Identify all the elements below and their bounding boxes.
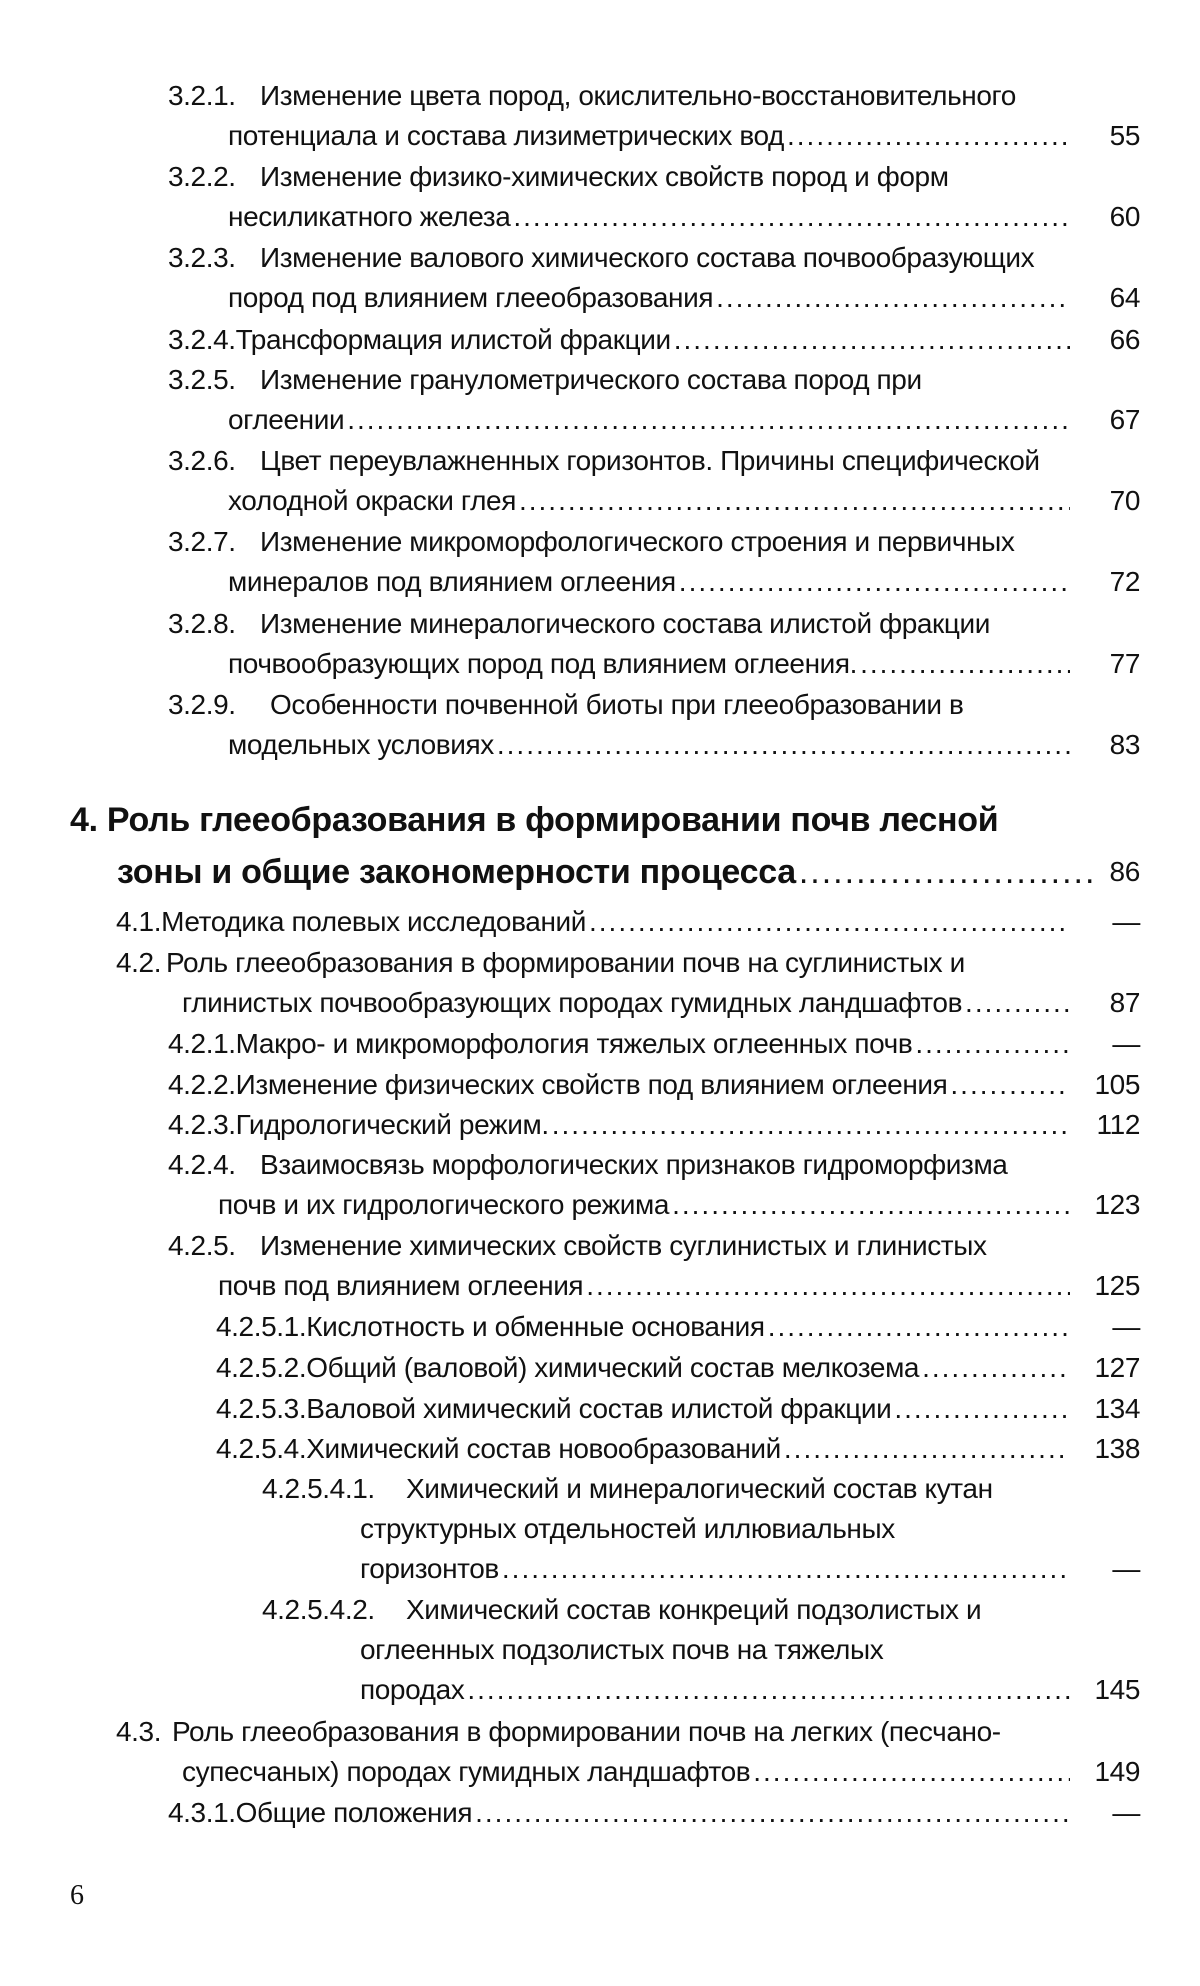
toc-entry-line <box>168 278 1070 318</box>
toc-entry-line <box>168 604 1140 644</box>
toc-entry-text: Изменение химических свойств суглинистых и глинистых <box>260 1230 987 1261</box>
toc-entry-line <box>168 522 1140 562</box>
leader-dots <box>674 320 1070 360</box>
toc-entry-page-number: 72 <box>1109 566 1140 597</box>
toc-entry <box>168 1793 1140 1833</box>
toc-entry-page-number: — <box>1112 1553 1140 1584</box>
toc-entry <box>116 1712 1140 1792</box>
toc-entry-line <box>168 1105 1070 1145</box>
toc-entry-page-number: 134 <box>1094 1393 1140 1424</box>
toc-entry-page-number: 145 <box>1094 1674 1140 1705</box>
toc-entry-page-number: 66 <box>1109 324 1140 355</box>
toc-entry-line <box>262 1549 1070 1589</box>
toc-entry-text: Изменение цвета пород, окислительно-восстановительного <box>260 80 1016 111</box>
toc-entry-line <box>168 320 1070 360</box>
toc-entry-number: 3.2.7. <box>168 526 236 557</box>
leader-dots <box>679 562 1070 602</box>
toc-entry-line <box>168 685 1140 725</box>
toc-entry-page-number: 138 <box>1094 1433 1140 1464</box>
chapter-page-number: 86 <box>1109 856 1140 887</box>
toc-entry-line <box>168 725 1070 765</box>
toc-entry-number: 3.2.4. <box>168 324 236 355</box>
chapter-4-heading <box>70 794 1140 898</box>
toc-entry <box>216 1348 1140 1388</box>
toc-entry-line <box>168 197 1070 237</box>
leader-dots <box>753 1752 1070 1792</box>
toc-entry-number: 3.2.8. <box>168 608 236 639</box>
toc-entry-line <box>168 76 1140 116</box>
leader-dots <box>475 1793 1070 1833</box>
toc-entry-line <box>168 360 1140 400</box>
chapter-title-text-2: зоны и общие закономерности процесса <box>117 853 796 891</box>
toc-entry-line <box>168 562 1070 602</box>
toc-entry-number: 3.2.6. <box>168 445 236 476</box>
toc-entry-number: 4.2.5.2. <box>216 1352 307 1383</box>
leader-dots <box>922 1348 1070 1388</box>
toc-entry-text: потенциала и состава лизиметрических вод <box>228 120 784 151</box>
toc-entry <box>116 943 1140 1023</box>
toc-entry <box>168 1226 1140 1306</box>
toc-entry-text: Общий (валовой) химический состав мелкозема <box>306 1352 920 1383</box>
toc-entry-page-number: 67 <box>1109 404 1140 435</box>
toc-entry-line <box>262 1670 1070 1710</box>
toc-entry-text: Изменение физических свойств под влиянием оглеения <box>235 1069 948 1100</box>
toc-entry-text: холодной окраски глея <box>228 485 516 516</box>
toc-entry-page-number: 55 <box>1109 120 1140 151</box>
toc-entry-line <box>168 1226 1140 1266</box>
toc-entry <box>168 320 1140 360</box>
toc-entry-line <box>116 983 1070 1023</box>
leader-dots <box>552 1105 1070 1145</box>
toc-entry <box>168 604 1140 684</box>
chapter-title-text-1: Роль глееобразования в формировании почв лесной <box>106 801 999 839</box>
toc-entry-text: Изменение минералогического состава илистой фракции <box>260 608 991 639</box>
toc-entry-text: модельных условиях <box>228 729 494 760</box>
toc-entry-line <box>168 1065 1070 1105</box>
toc-entry <box>168 157 1140 237</box>
toc-entry <box>168 1105 1140 1145</box>
toc-entry <box>168 360 1140 440</box>
toc-entry-text: почвообразующих пород под влиянием оглеения. <box>228 648 858 679</box>
toc-entry-line <box>116 1712 1140 1752</box>
toc-entry-text: Гидрологический режим. <box>235 1109 549 1140</box>
toc-entry-number: 4.2.5.4.2. <box>262 1594 375 1625</box>
toc-entry-text: минералов под влиянием оглеения <box>228 566 676 597</box>
leader-dots <box>787 116 1070 156</box>
toc-entry-page-number: 77 <box>1109 648 1140 679</box>
leader-dots <box>784 1429 1070 1469</box>
toc-entry-page-number: 105 <box>1094 1069 1140 1100</box>
leader-dots <box>860 644 1070 684</box>
toc-entry <box>168 1145 1140 1225</box>
toc-entry-number: 3.2.3. <box>168 242 236 273</box>
toc-entry-text: Изменение гранулометрического состава пород при <box>260 364 922 395</box>
toc-entry-number: 4.1. <box>116 906 162 937</box>
toc-entry-text: Изменение физико-химических свойств пород и форм <box>260 161 949 192</box>
toc-entry-page-number: 123 <box>1094 1189 1140 1220</box>
toc-entry-text: Изменение валового химического состава почвообразующих <box>260 242 1035 273</box>
toc-entry-line <box>262 1630 1140 1670</box>
toc-entry-line <box>262 1590 1140 1630</box>
toc-entry-line <box>262 1509 1140 1549</box>
toc-entry-text: пород под влиянием глееобразования <box>228 282 714 313</box>
toc-entry-number: 4.2.5.4. <box>216 1433 307 1464</box>
toc-entry-number: 4.2.5.4.1. <box>262 1473 375 1504</box>
toc-entry-text: Кислотность и обменные основания <box>306 1311 765 1342</box>
toc-entry-line <box>262 1469 1140 1509</box>
toc-entry-number: 4.3. <box>116 1716 162 1747</box>
toc-entry-page-number: 125 <box>1094 1270 1140 1301</box>
leader-dots <box>502 1549 1070 1589</box>
toc-entry-text: Химический состав новообразований <box>306 1433 781 1464</box>
toc-entry-line <box>168 644 1070 684</box>
toc-entry-page-number: 64 <box>1109 282 1140 313</box>
toc-entry <box>216 1307 1140 1347</box>
toc-entry-page-number: 83 <box>1109 729 1140 760</box>
toc-entry-line <box>168 1185 1070 1225</box>
toc-entry-line <box>168 157 1140 197</box>
toc-entry-number: 4.2. <box>116 947 162 978</box>
toc-entry-number: 4.2.5.3. <box>216 1393 307 1424</box>
toc-entry-line <box>216 1389 1070 1429</box>
toc-entry <box>168 685 1140 765</box>
toc-entry-page-number: 70 <box>1109 485 1140 516</box>
toc-entry-line <box>168 116 1070 156</box>
toc-entry-number: 4.2.1. <box>168 1028 236 1059</box>
toc-entry <box>262 1590 1140 1710</box>
leader-dots <box>467 1670 1070 1710</box>
toc-entry-text: почв и их гидрологического режима <box>218 1189 670 1220</box>
toc-entry-text: Валовой химический состав илистой фракции <box>306 1393 892 1424</box>
toc-entry-number: 4.2.3. <box>168 1109 236 1140</box>
toc-entry-text: Методика полевых исследований <box>161 906 586 937</box>
toc-entry <box>216 1429 1140 1469</box>
toc-entry-text: супесчаных) породах гумидных ландшафтов <box>182 1756 751 1787</box>
leader-dots <box>799 846 1097 898</box>
toc-entry-page-number: 127 <box>1094 1352 1140 1383</box>
toc-entry-number: 3.2.1. <box>168 80 236 111</box>
toc-entry-line <box>116 902 1070 942</box>
toc-entry-page-number: — <box>1112 1028 1140 1059</box>
toc-entry-page-number: 87 <box>1109 987 1140 1018</box>
toc-entry <box>216 1389 1140 1429</box>
toc-entry-text: оглеенных подзолистых почв на тяжелых <box>360 1634 884 1665</box>
toc-entry-text: оглеении <box>228 404 345 435</box>
toc-entry <box>262 1469 1140 1589</box>
toc-entry-text: Цвет переувлажненных горизонтов. Причины специфической <box>260 445 1040 476</box>
toc-entry-line <box>168 1145 1140 1185</box>
leader-dots <box>497 725 1070 765</box>
toc-entry-line <box>168 238 1140 278</box>
leader-dots <box>950 1065 1070 1105</box>
toc-entry-number: 3.2.2. <box>168 161 236 192</box>
toc-entry-text: горизонтов <box>360 1553 499 1584</box>
toc-entry-number: 4.2.5. <box>168 1230 236 1261</box>
toc-entry-number: 4.2.2. <box>168 1069 236 1100</box>
toc-entry-line <box>216 1429 1070 1469</box>
toc-entry <box>168 1024 1140 1064</box>
toc-entry-line <box>216 1307 1070 1347</box>
toc-entry <box>168 441 1140 521</box>
toc-entry <box>168 76 1140 156</box>
chapter-title-line-2 <box>70 846 1097 898</box>
toc-entry-text: структурных отдельностей иллювиальных <box>360 1513 895 1544</box>
toc-entry <box>168 1065 1140 1105</box>
toc-entry <box>168 522 1140 602</box>
chapter-number: 4. <box>70 801 98 839</box>
toc-entry-line <box>168 1024 1070 1064</box>
toc-entry-text: Химический и минералогический состав кутан <box>406 1473 993 1504</box>
toc-entry-text: несиликатного железа <box>228 201 511 232</box>
toc-entry-page-number: 112 <box>1096 1109 1140 1140</box>
toc-entry-line <box>116 1752 1070 1792</box>
toc-entry-line <box>168 1793 1070 1833</box>
toc-entry-text: Макро- и микроморфология тяжелых оглеенных почв <box>235 1028 913 1059</box>
toc-entry-line <box>168 441 1140 481</box>
leader-dots <box>513 197 1070 237</box>
toc-entry <box>168 238 1140 318</box>
toc-entry-text: почв под влиянием оглеения <box>218 1270 584 1301</box>
toc-entry-page-number: 149 <box>1094 1756 1140 1787</box>
leader-dots <box>589 902 1070 942</box>
toc-entry-text: Трансформация илистой фракции <box>235 324 671 355</box>
leader-dots <box>915 1024 1070 1064</box>
toc-entry-text: Роль глееобразования в формировании почв на легких (песчано- <box>172 1716 1001 1747</box>
toc-entry <box>116 902 1140 942</box>
page-number: 6 <box>70 1880 84 1911</box>
leader-dots <box>672 1185 1070 1225</box>
toc-entry-page-number: — <box>1112 1311 1140 1342</box>
toc-entry-line <box>168 400 1070 440</box>
toc-entry-line <box>216 1348 1070 1388</box>
toc-entry-line <box>168 1266 1070 1306</box>
toc-entry-text: Общие положения <box>235 1797 473 1828</box>
toc-entry-number: 4.3.1. <box>168 1797 236 1828</box>
toc-entry-number: 4.2.5.1. <box>216 1311 307 1342</box>
leader-dots <box>965 983 1070 1023</box>
toc-entry-text: Роль глееобразования в формировании почв на суглинистых и <box>166 947 965 978</box>
toc-entry-page-number: 60 <box>1109 201 1140 232</box>
toc-entry-text: породах <box>360 1674 465 1705</box>
toc-entry-line <box>116 943 1140 983</box>
toc-entry-number: 3.2.9. <box>168 689 236 720</box>
leader-dots <box>519 481 1070 521</box>
toc-entry-line <box>168 481 1070 521</box>
toc-entry-text: глинистых почвообразующих породах гумидных ландшафтов <box>182 987 963 1018</box>
toc-entry-text: Особенности почвенной биоты при глееобразовании в <box>270 689 964 720</box>
toc-entry-number: 3.2.5. <box>168 364 236 395</box>
toc-entry-text: Взаимосвязь морфологических признаков гидроморфизма <box>260 1149 1008 1180</box>
chapter-title-line-1 <box>70 794 1140 846</box>
leader-dots <box>347 400 1070 440</box>
leader-dots <box>768 1307 1070 1347</box>
toc-entry-text: Химический состав конкреций подзолистых и <box>406 1594 982 1625</box>
leader-dots <box>586 1266 1070 1306</box>
toc-entry-page-number: — <box>1112 1797 1140 1828</box>
toc-entry-text: Изменение микроморфологического строения и первичных <box>260 526 1015 557</box>
toc-entry-page-number: — <box>1112 906 1140 937</box>
leader-dots <box>716 278 1070 318</box>
toc-entry-number: 4.2.4. <box>168 1149 236 1180</box>
leader-dots <box>894 1389 1070 1429</box>
